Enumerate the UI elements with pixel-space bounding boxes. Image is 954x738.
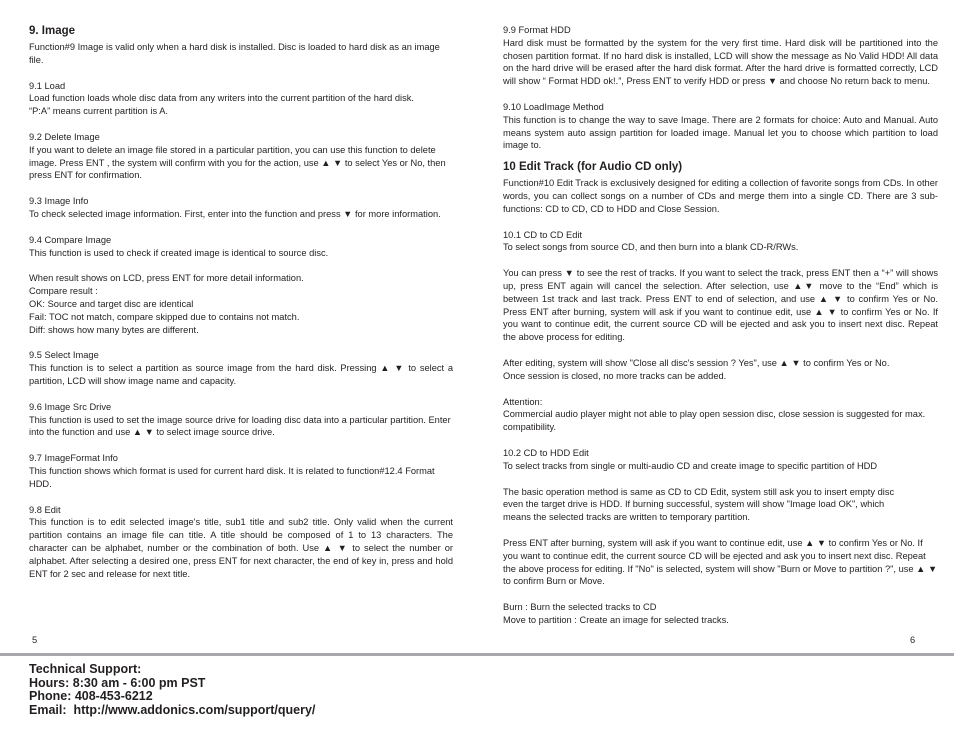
compare-diff: Diff: shows how many bytes are different. [29,324,199,335]
load-title: 9.1 Load [29,80,66,91]
format-info-text: This function shows which format is used for current hard disk. It is related to function#12.4 Format HDD. [29,465,435,489]
support-email: Email: http://www.addonics.com/support/query/ [29,702,316,717]
info-title: 9.3 Image Info [29,196,89,207]
src-text: This function is used to set the image source drive for loading disc data into a particular partition. Enter into the function and use ▲ ▼ to select image source drive. [29,414,451,438]
info-text: To check selected image information. First, enter into the function and press ▼ for more information. [29,208,441,219]
cd-to-cd-title: 10.1 CD to CD Edit [503,229,583,240]
compare-result-label: Compare result : [29,286,98,297]
compare-text: This function is used to check if created image is identical to source disc. [29,247,329,258]
compare-title: 9.4 Compare Image [29,234,112,245]
load-method-title: 9.10 LoadImage Method [503,101,604,112]
load-text-2: “P:A” means current partition is A. [29,106,168,117]
section-heading-image: 9. Image [29,25,76,37]
support-title: Technical Support: [29,662,142,676]
left-page-column [29,24,453,580]
cd-to-hdd-text-2a: The basic operation method is same as CD to CD Edit, system still ask you to insert empty disc [503,486,895,497]
page-number-right: 6 [910,635,916,645]
edit-track-intro: Function#10 Edit Track is exclusively designed for editing a collection of favorite songs from CDs. In other words, you can collect songs on a number of CDs and merge them into a single CD. There are 3 sub-functions: CD to CD, CD to HDD and Close Session. [503,178,938,214]
cd-to-cd-text-2: You can press ▼ to see the rest of tracks. If you want to select the track, press ENT then a “+” will shows up, press ENT again will cancel the selection. After selection, use ▲▼ move to the “End” which is between 1st track and last track. Press ENT to end of selection, and use ▲ ▼ to confirm Yes or No. Press ENT after burning, system will ask if you want to continue edit, use ▲ ▼ to confirm Yes or No. If you want to continue edit, the current source CD will be ejected and ask you to insert next disc. Repeat the above process for editing. [503,268,938,343]
format-hdd-title: 9.9 Format HDD [503,25,571,35]
format-hdd-text: Hard disk must be formatted by the system for the very first time. Hard disk will be partitioned into the chosen partition format. If no hard disk is installed, LCD will show the message as No Valid HDD! All data on the hard drive will be erased after the hard disk format. After the hard drive is formatted correctly, LCD will show “ Format HDD ok!.”, Press ENT to verify HDD or press ▼ and choose No return back to menu. [503,37,938,87]
support-hours: Hours: 8:30 am - 6:00 pm PST [29,675,206,690]
cd-to-hdd-title: 10.2 CD to HDD Edit [503,447,589,458]
support-phone: Phone: 408-453-6212 [29,689,153,703]
delete-title: 9.2 Delete Image [29,131,100,142]
cd-to-hdd-text-2b: even the target drive is HDD. If burning successful, system will show "Image load OK", which [503,499,885,510]
technical-support-block [29,663,315,717]
compare-ok: OK: Source and target disc are identical [29,298,194,309]
cd-to-hdd-text-2c: means the selected tracks are written to temporary partition. [503,512,750,523]
cd-to-cd-text-3b: Once session is closed, no more tracks can be added. [503,370,727,381]
load-text: Load function loads whole disc data from any writers into the current partition of the hard disk. [29,93,414,104]
load-method-text: This function is to change the way to save Image. There are 2 formats for choice: Auto and Manual. Auto means system auto assign partition for loaded image. Manual let you to choose which partition to load image to. [503,114,938,151]
section-heading-edit-track: 10 Edit Track (for Audio CD only) [503,161,683,174]
attention-label: Attention: [503,396,543,407]
footer-divider [0,653,954,656]
cd-to-hdd-text-3: Press ENT after burning, system will ask if you want to continue edit, use ▲ ▼ to confirm Yes or No. If you want to continue edit, the current source CD will be ejected and ask you to insert next disc. Repeat the above process for editing. If "No" is selected, system will show "Burn or Move to partition ?", use ▲ ▼ to confirm Burn or Move. [503,537,938,587]
edit-text: This function is to edit selected image's title, sub1 title and sub2 title. Only valid when the current partition contains an image file can title. A title should be composed of 1 to 13 characters. The character can be alphabet, number or the combination of both. Use ▲ ▼ to select the number or alphabet. After selecting a desired one, press ENT for next character, the end of key in, press and hold ENT for 2 sec and release for next title. [29,517,453,579]
edit-title: 9.8 Edit [29,504,61,515]
move-text: Move to partition : Create an image for selected tracks. [503,614,729,625]
compare-result-line: When result shows on LCD, press ENT for more detail information. [29,273,304,284]
right-page-column [503,24,938,627]
select-title: 9.5 Select Image [29,350,99,361]
cd-to-cd-text: To select songs from source CD, and then burn into a blank CD-R/RWs. [503,242,799,253]
format-info-title: 9.7 ImageFormat Info [29,453,118,464]
delete-text: If you want to delete an image file stored in a particular partition, you can use this function to delete image. Press ENT , the system will confirm with you for the action, use ▲ ▼ to select Yes or No, then press ENT for confirmation. [29,144,446,181]
burn-text: Burn : Burn the selected tracks to CD [503,602,657,613]
cd-to-hdd-text: To select tracks from single or multi-audio CD and create image to specific partition of HDD [503,460,878,471]
attention-text: Commercial audio player might not able to play open session disc, close session is suggested for max. compatibility. [503,409,926,433]
page-number-left: 5 [32,635,38,645]
select-text: This function is to select a partition as source image from the hard disk. Pressing ▲ ▼ to select a partition, LCD will show image name and capacity. [29,363,453,386]
compare-fail: Fail: TOC not match, compare skipped due to contains not match. [29,311,300,322]
src-title: 9.6 Image Src Drive [29,401,112,412]
image-intro: Function#9 Image is valid only when a hard disk is installed. Disc is loaded to hard disk as an image file. [29,42,440,65]
cd-to-cd-text-3a: After editing, system will show "Close all disc's session ? Yes", use ▲ ▼ to confirm Yes or No. [503,357,890,368]
